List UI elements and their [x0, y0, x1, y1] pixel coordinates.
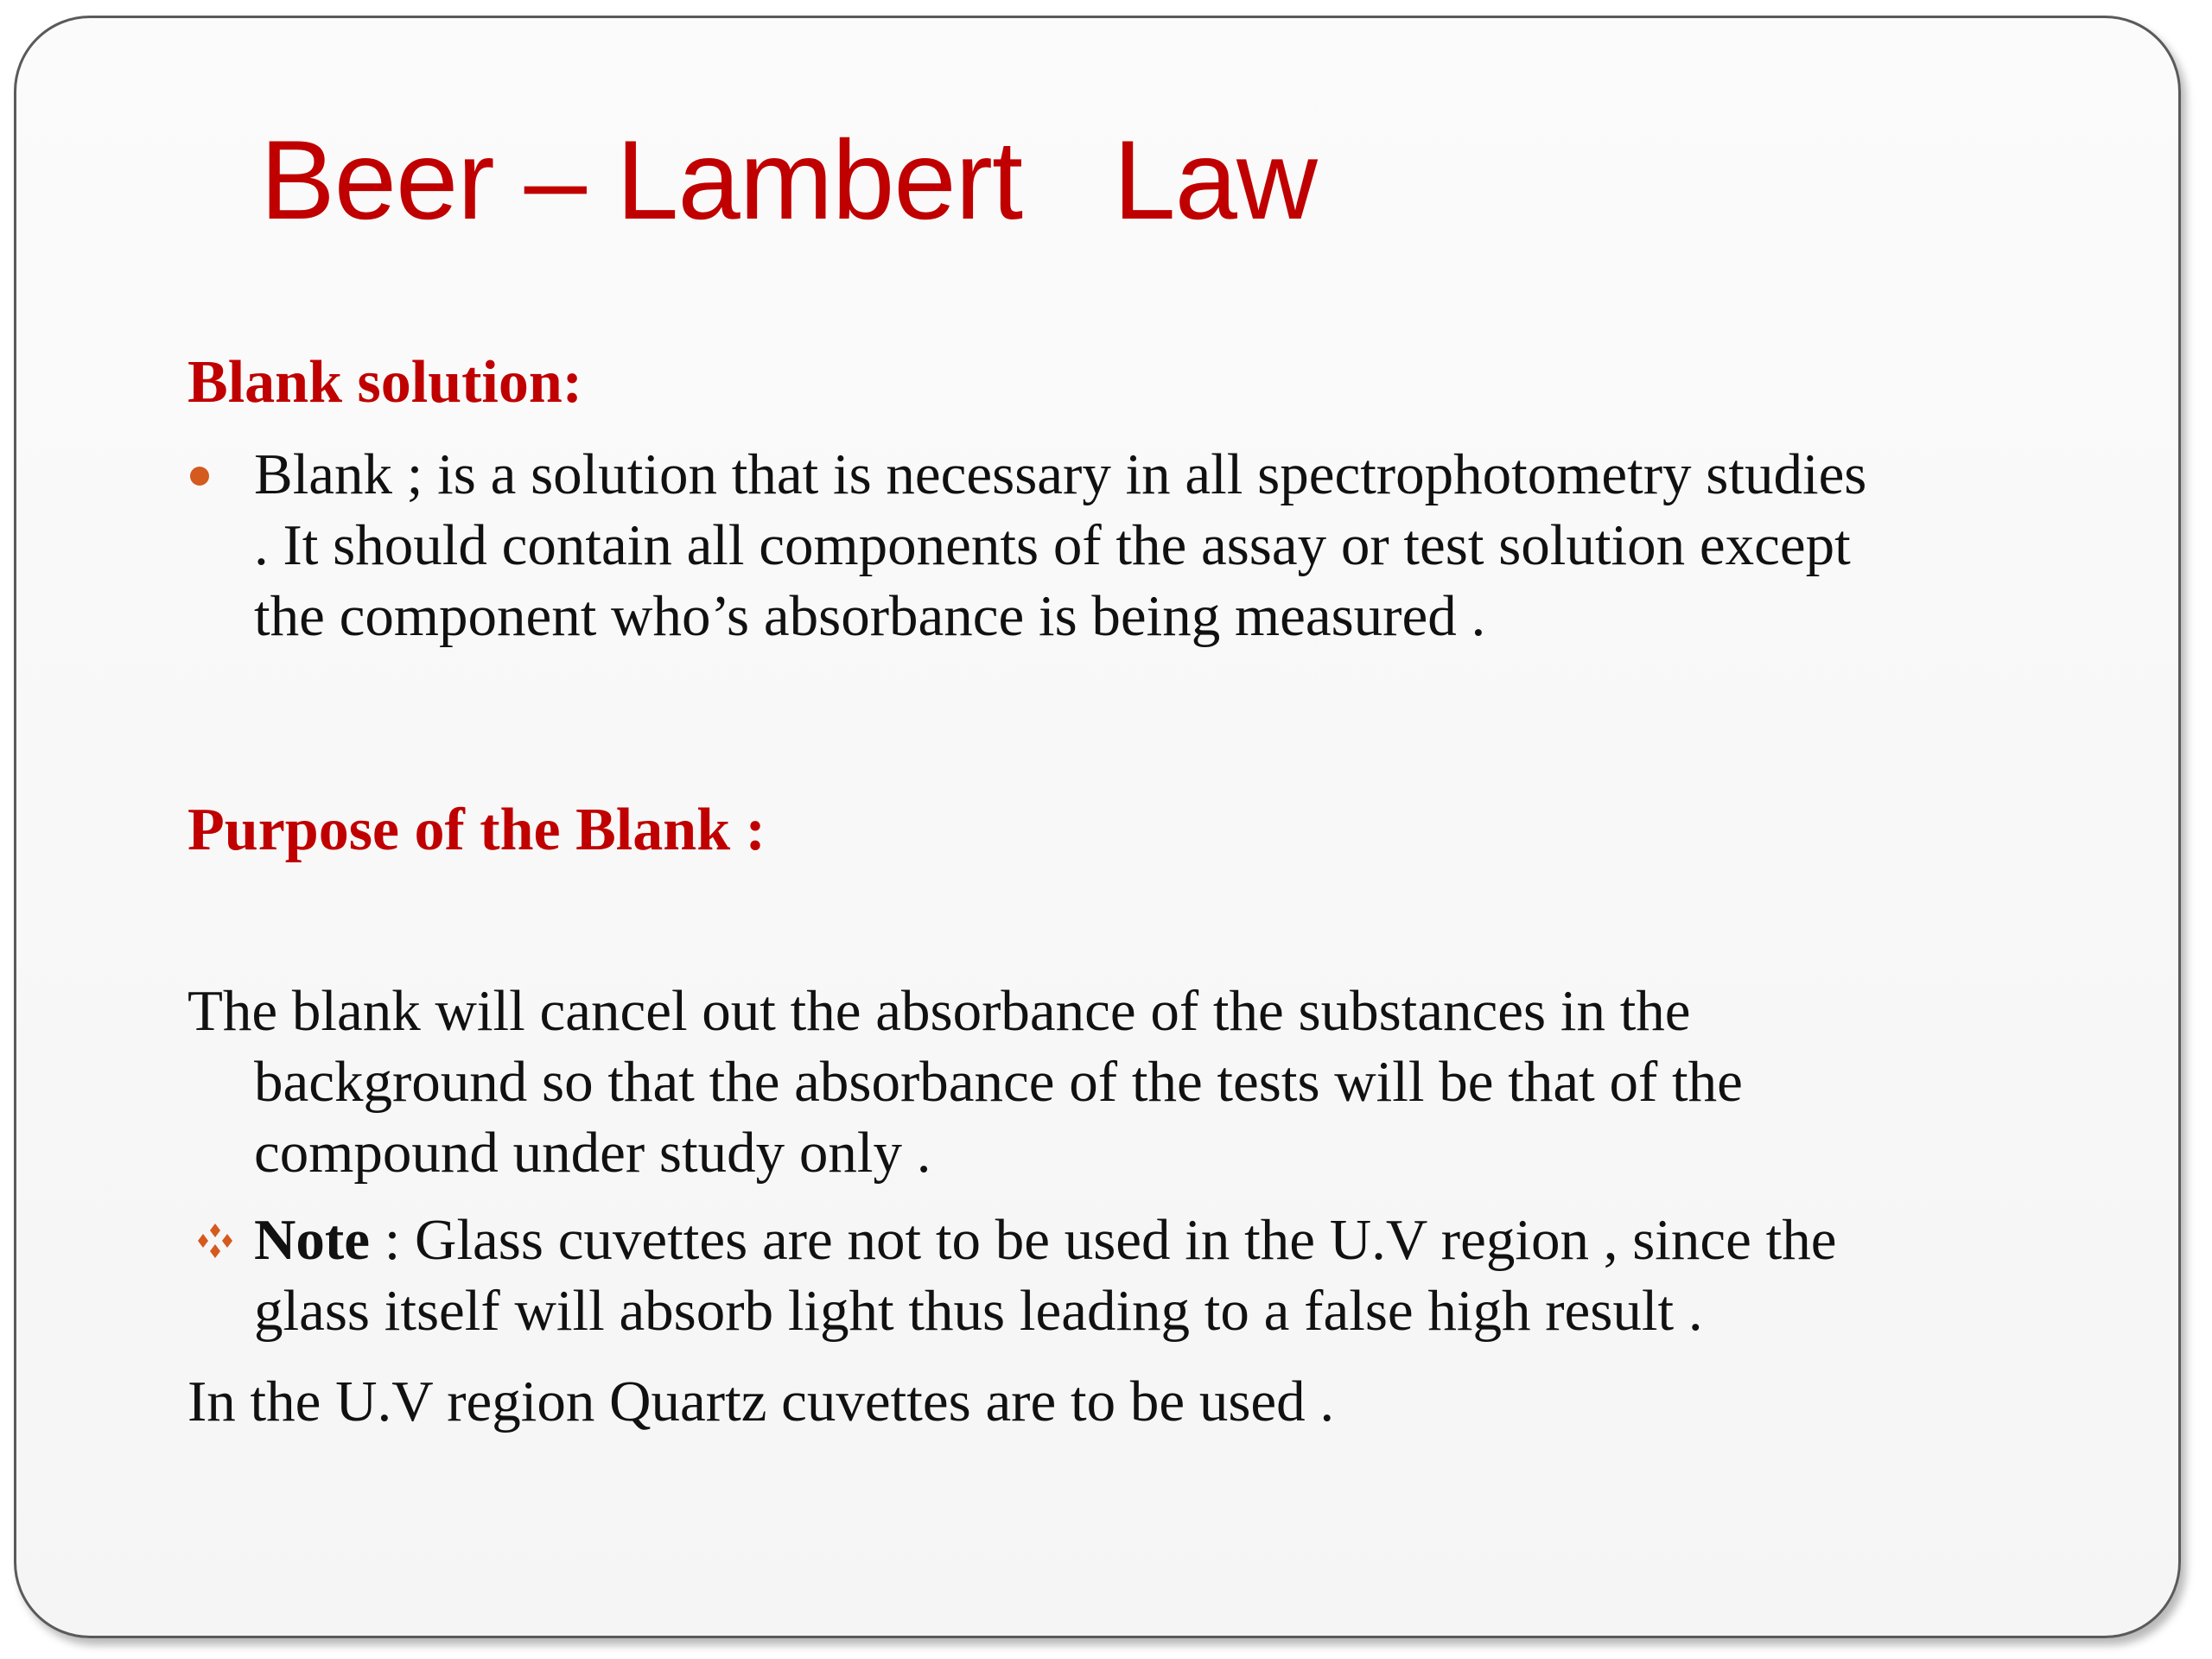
- blank-definition-bullet: [188, 439, 2114, 652]
- purpose-heading: Purpose of the Blank :: [188, 797, 766, 863]
- bullet-dot-icon: [190, 467, 209, 486]
- blank-solution-heading: Blank solution:: [188, 349, 583, 416]
- text-line: compound under study only .: [254, 1121, 931, 1185]
- diamond-bullet-icon: [189, 1220, 241, 1262]
- text-line: . It should contain all components of the assay or test solution except: [254, 513, 1851, 577]
- text-line: background so that the absorbance of the tests will be that of the: [254, 1050, 1743, 1114]
- note-text: : Glass cuvettes are not to be used in the U.V region , since the: [369, 1208, 1837, 1272]
- text-line: Blank ; is a solution that is necessary in all spectrophotometry studies: [254, 442, 1867, 506]
- slide-title: Beer – Lambert Law: [260, 117, 1317, 243]
- quartz-cuvettes-line: [188, 1366, 2114, 1437]
- purpose-paragraph: [188, 976, 2114, 1188]
- slide-frame: [14, 16, 2181, 1638]
- text-line: The blank will cancel out the absorbance of the substances in the: [188, 979, 1691, 1043]
- text-line: glass itself will absorb light thus leading to a false high result .: [254, 1279, 1703, 1343]
- text-line: the component who’s absorbance is being measured .: [254, 584, 1486, 648]
- text-line: In the U.V region Quartz cuvettes are to be used .: [188, 1370, 1335, 1433]
- note-bullet: [188, 1205, 2114, 1346]
- note-label: Note: [254, 1208, 370, 1272]
- note-line-1: [188, 1205, 2114, 1275]
